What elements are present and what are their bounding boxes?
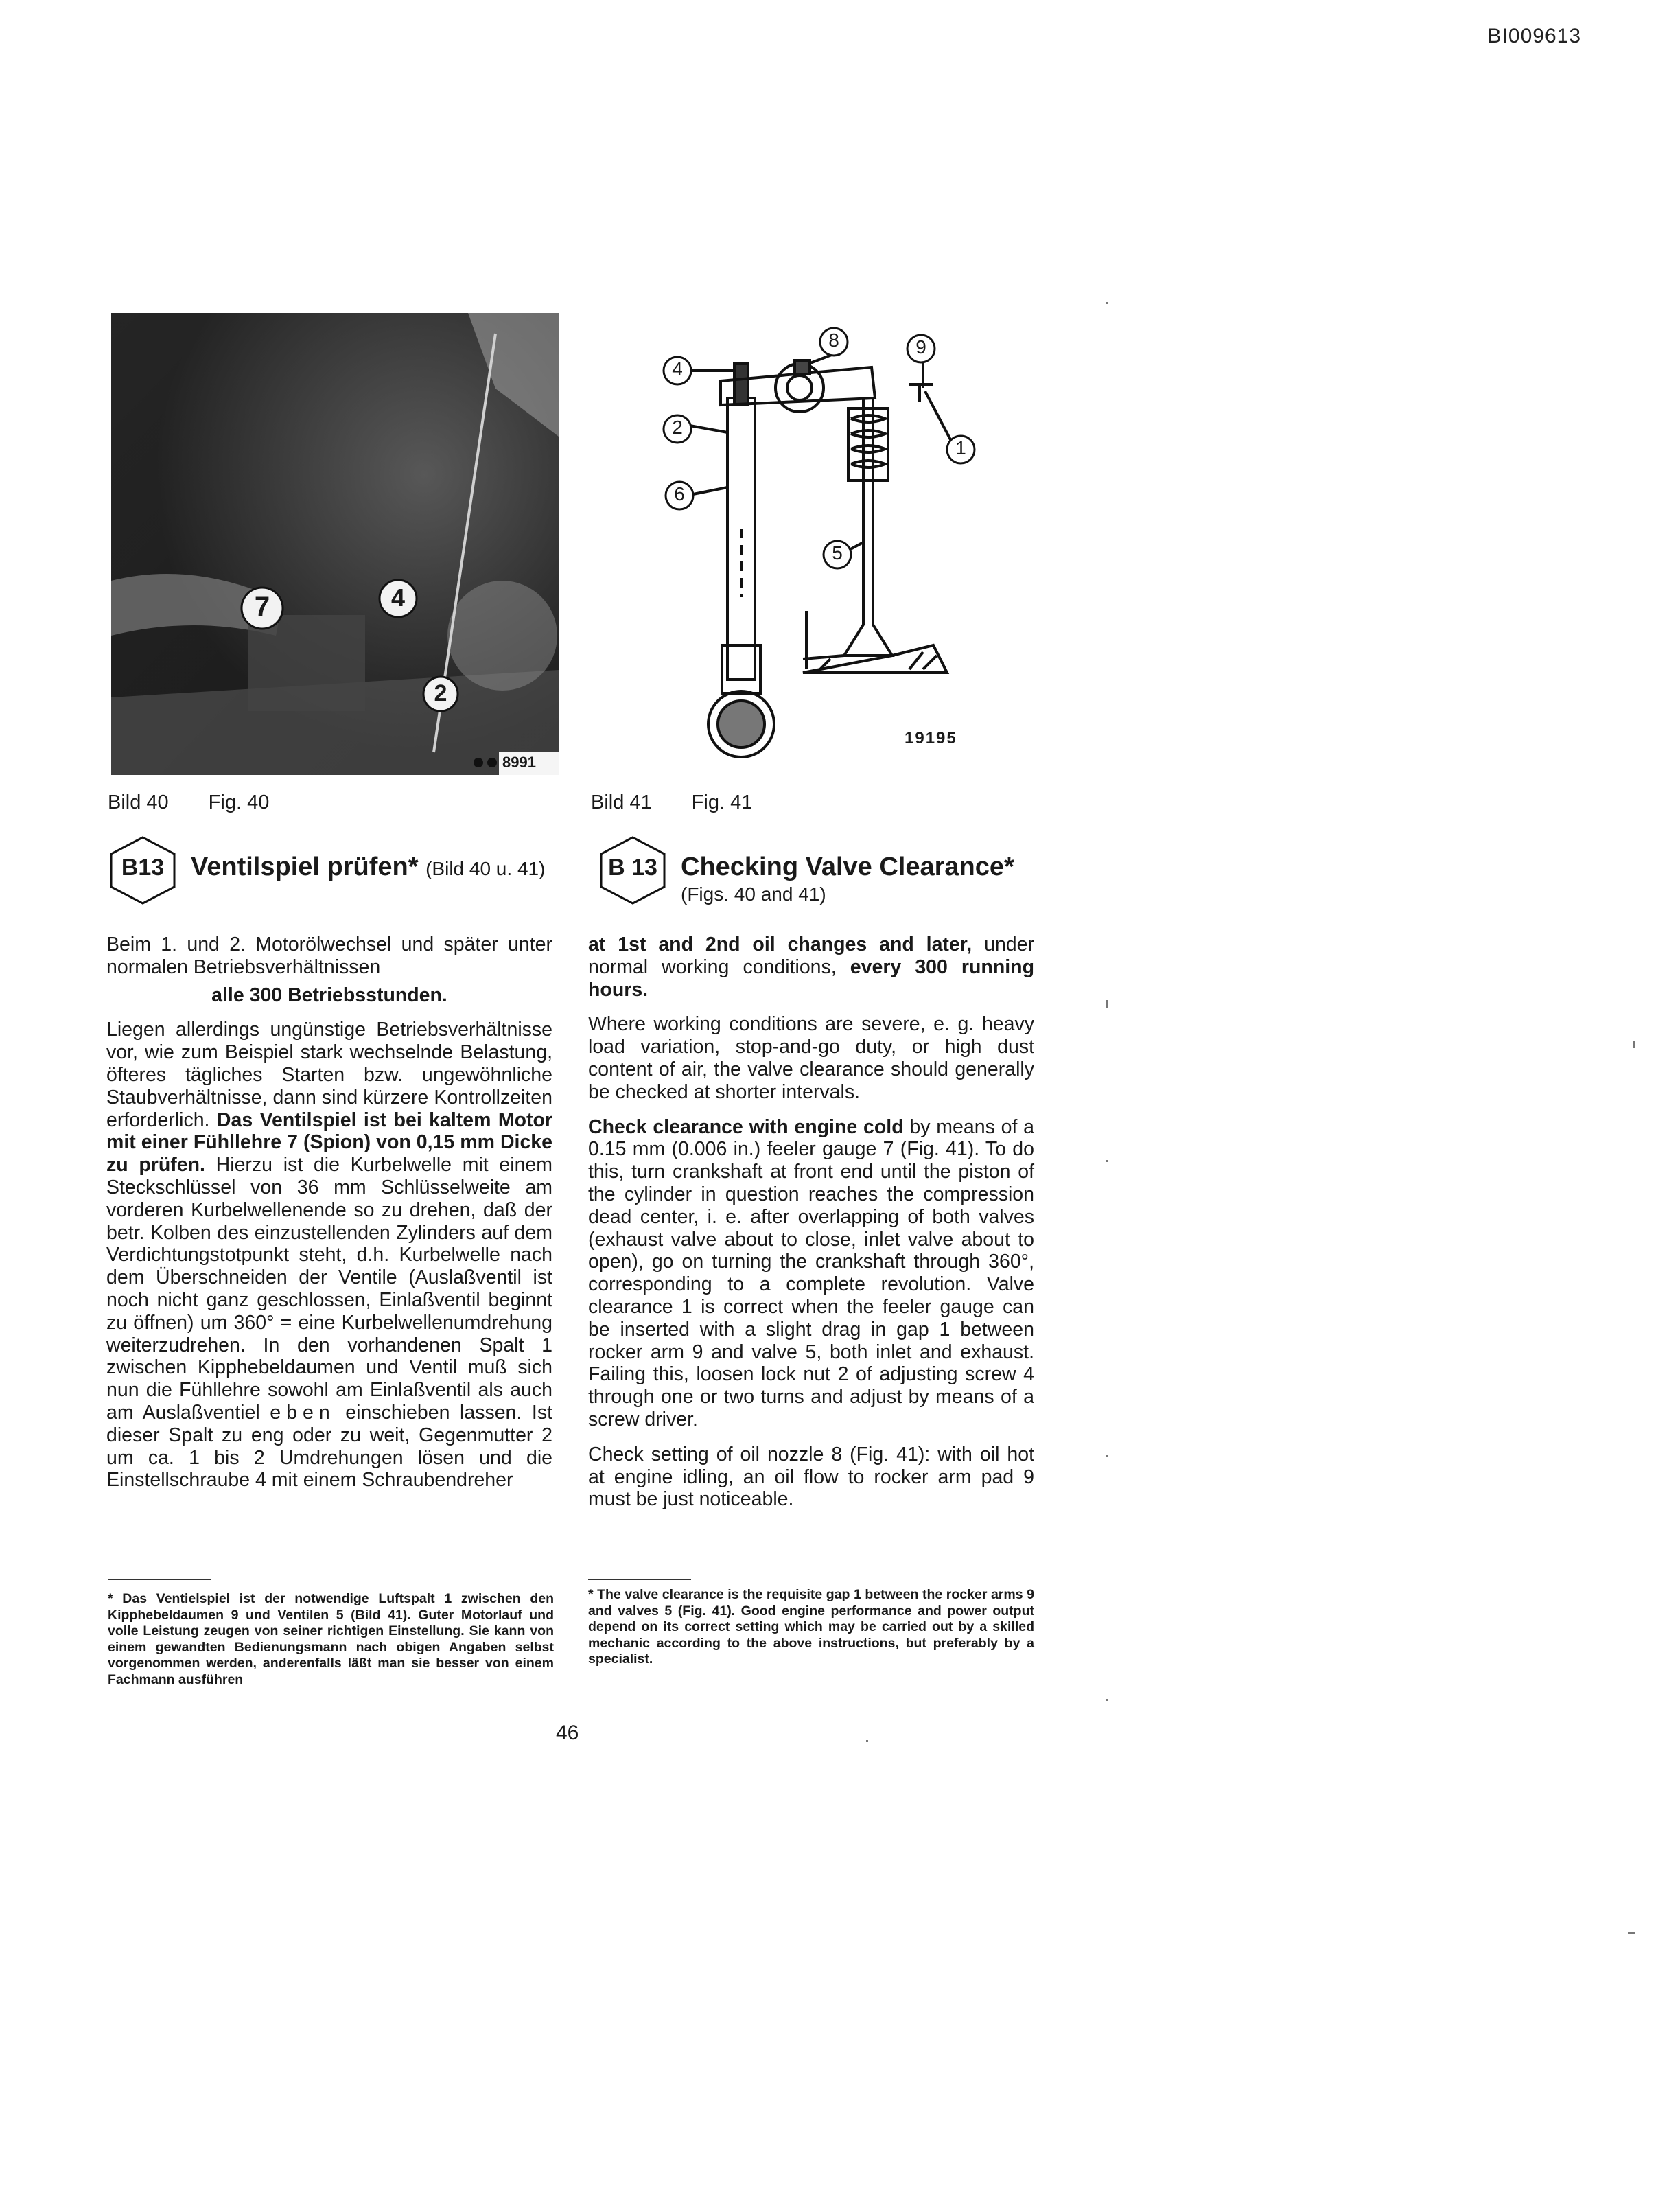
scan-speck (1628, 1932, 1635, 1934)
scan-speck (1106, 1160, 1108, 1162)
footnote-en: * The valve clearance is the requisite gap 1 between the rocker arms 9 and valves 5 (Fig. 41). Good engine performance and power output depend on its correct setting which may be carried out by a skilled mechanic according to the above instructions, but preferably by a specialist. (588, 1587, 1034, 1667)
footnote-rule-de (108, 1579, 211, 1580)
scan-speck (1106, 1000, 1108, 1008)
paragraph-en-2: Where working conditions are severe, e. g. heavy load variation, stop-and-go duty, or high dust content of air, the valve clearance should generally be checked at shorter intervals. (588, 1013, 1034, 1103)
caption-fig41 (591, 791, 792, 814)
callout-8: 8 (828, 329, 839, 351)
paragraph-en-1: at 1st and 2nd oil changes and later, under normal working conditions, every 300 running hours. (588, 934, 1035, 1001)
caption-fig40-en: Fig. 40 (208, 791, 270, 813)
footnote-de: * Das Ventielspiel ist der notwendige Luftspalt 1 zwischen den Kipphebeldaumen 9 und Ventilen 5 (Bild 41). Guter Motorlauf und volle Leistung zeugen von seiner richtigen Einstellung. Sie kann von einem gewandten Bedienungsmann nach obigen Angaben selbst vorgenommen werden, anderenfalls läßt man sie besser von einem Fachmann ausführen (108, 1591, 554, 1687)
callout-1: 1 (955, 437, 966, 459)
photo-number: 8991 (502, 754, 536, 771)
caption-fig40 (108, 791, 309, 814)
page-number: 46 (556, 1722, 579, 1744)
callout-7: 7 (254, 592, 270, 622)
body-de (106, 934, 552, 1504)
scan-speck (1106, 302, 1108, 304)
interval-de: alle 300 Betriebsstunden. (211, 984, 447, 1006)
caption-fig41-en: Fig. 41 (691, 791, 753, 813)
callout-2: 2 (672, 417, 683, 438)
engine-photo-fig40 (111, 313, 559, 775)
section-title-de: Ventilspiel prüfen* (Bild 40 u. 41) (191, 853, 546, 881)
caption-fig40-de: Bild 40 (108, 791, 169, 813)
callout-9: 9 (915, 336, 926, 358)
callout-2: 2 (434, 680, 447, 706)
document-id: BI009613 (1487, 25, 1581, 47)
body-en (588, 934, 1034, 1523)
section-header-en (598, 836, 1014, 906)
callout-4: 4 (390, 583, 406, 612)
scan-speck (866, 1740, 868, 1742)
figure-number: 19195 (905, 729, 957, 747)
callout-5: 5 (832, 542, 843, 564)
valve-diagram-fig41 (645, 323, 1002, 776)
section-badge-en: B 13 (598, 836, 667, 905)
callout-4: 4 (672, 358, 683, 380)
section-header-de (108, 836, 545, 905)
paragraph-de-1: Beim 1. und 2. Motorölwechsel und später unter normalen Betriebsverhältnissen (106, 934, 552, 978)
footnote-rule-en (588, 1579, 691, 1580)
scan-speck (1633, 1041, 1635, 1048)
scan-speck (1106, 1455, 1108, 1457)
callout-6: 6 (674, 483, 685, 505)
paragraph-en-4: Check setting of oil nozzle 8 (Fig. 41): with oil hot at engine idling, an oil flow to rocker arm pad 9 must be just noticeable. (588, 1443, 1034, 1511)
caption-fig41-de: Bild 41 (591, 791, 652, 813)
section-title-en: Checking Valve Clearance* (Figs. 40 and 41) (681, 853, 1014, 905)
paragraph-en-3: Check clearance with engine cold by means of a 0.15 mm (0.006 in.) feeler gauge 7 (Fig. 41). To do this, turn crankshaft at front end until the piston of the cylinder in question reaches the compression dead center, i. e. after overlapping of both valves (exhaust valve about to close, inlet valve about to open), go on turning the crankshaft through 360°, corresponding to a complete revolution. Valve clearance 1 is correct when the feeler gauge can be inserted with a slight drag in gap 1 between rocker arm 9 and valve 5, both inlet and exhaust. Failing this, loosen lock nut 2 of adjusting screw 4 through one or two turns and adjust by means of a screw driver. (588, 1115, 1035, 1430)
section-badge-de: B13 (108, 836, 177, 905)
paragraph-de-2: Liegen allerdings ungünstige Betriebsverhältnisse vor, wie zum Beispiel stark wechselnde Belastung, öfteres tägliches Starten bzw. ungewöhnliche Staubverhältnisse, dann sind kürzere Kontrollzeiten erforderlich. Das Ventilspiel ist bei kaltem Motor mit einer Fühllehre 7 (Spion) von 0,15 mm Dicke zu prüfen. Hierzu ist die Kurbelwelle mit einem Steckschlüssel von 36 mm Schlüsselweite am vorderen Kurbelwellenende so zu drehen, daß der betr. Kolben des einzustellenden Zylinders auf dem Verdichtungstotpunkt steht, d.h. Kurbelwelle nach dem Überschneiden der Ventile (Auslaßventil ist noch nicht ganz geschlossen, Einlaßventil beginnt zu öffnen) um 360° = eine Kurbelwellenumdrehung weiterzudrehen. In den vorhandenen Spalt 1 zwischen Kipphebeldaumen und Ventil muß sich nun die Fühllehre sowohl am Einlaßventil als auch am Auslaßventiel eben einschieben lassen. Ist dieser Spalt zu eng oder zu weit, Gegenmutter 2 um ca. 1 bis 2 Umdrehungen lösen und die Einstellschraube 4 mit einem Schraubendreher (106, 1019, 553, 1492)
scan-speck (1106, 1699, 1108, 1701)
